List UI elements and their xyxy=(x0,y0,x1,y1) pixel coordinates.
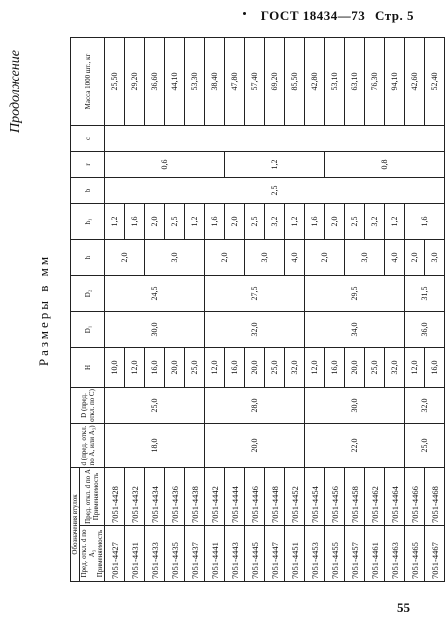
header-pred-otkl-a: Пред. откл. d по A Применяемость xyxy=(80,467,105,525)
code-a-cell: 7051-4432 xyxy=(125,467,145,525)
H-cell: 12,0 xyxy=(405,347,425,387)
header-d: d (пред. откл. по A, или A₃) xyxy=(71,423,105,467)
H-cell: 20,0 xyxy=(165,347,185,387)
code-a3-cell: 7051-4461 xyxy=(365,526,385,582)
h-cell: 3,0 xyxy=(345,239,385,275)
table-row xyxy=(105,37,125,581)
h-cell: 2,0 xyxy=(105,239,145,275)
mass-cell: 85,50 xyxy=(285,37,305,125)
mass-cell: 42,60 xyxy=(405,37,425,125)
header-h: h xyxy=(71,239,105,275)
mass-cell: 29,20 xyxy=(125,37,145,125)
D2-cell: 24,5 xyxy=(105,275,205,311)
h-cell: 2,0 xyxy=(205,239,245,275)
code-a3-cell: 7051-4465 xyxy=(405,526,425,582)
H-cell: 16,0 xyxy=(325,347,345,387)
c-cell xyxy=(105,125,445,151)
h-cell: 4,0 xyxy=(385,239,405,275)
h1-cell: 1,6 xyxy=(125,203,145,239)
H-cell: 20,0 xyxy=(245,347,265,387)
h1-cell: 2,5 xyxy=(245,203,265,239)
mass-cell: 76,30 xyxy=(365,37,385,125)
code-a3-cell: 7051-4437 xyxy=(185,526,205,582)
mass-cell: 57,40 xyxy=(245,37,265,125)
code-a-cell: 7051-4444 xyxy=(225,467,245,525)
D2-cell: 27,5 xyxy=(205,275,305,311)
code-a3-cell: 7051-4453 xyxy=(305,526,325,582)
code-a3-cell: 7051-4447 xyxy=(265,526,285,582)
mass-cell: 94,10 xyxy=(385,37,405,125)
h1-cell: 3,2 xyxy=(365,203,385,239)
h1-cell: 1,2 xyxy=(105,203,125,239)
h1-cell: 1,2 xyxy=(285,203,305,239)
mass-cell: 53,30 xyxy=(185,37,205,125)
code-a-cell: 7051-4458 xyxy=(345,467,365,525)
header-b: b xyxy=(71,177,105,203)
H-cell: 32,0 xyxy=(285,347,305,387)
H-cell: 12,0 xyxy=(125,347,145,387)
D-cell: 25,0 xyxy=(105,387,205,423)
D2-cell: 29,5 xyxy=(305,275,405,311)
code-a-cell: 7051-4462 xyxy=(365,467,385,525)
mass-cell: 44,10 xyxy=(165,37,185,125)
H-cell: 12,0 xyxy=(305,347,325,387)
table-row xyxy=(405,37,425,581)
code-a3-cell: 7051-4467 xyxy=(425,526,445,582)
code-a-cell: 7051-4442 xyxy=(205,467,225,525)
h1-cell: 1,2 xyxy=(385,203,405,239)
header-D2: D₂ xyxy=(71,275,105,311)
table-body xyxy=(105,37,445,581)
d-cell: 20,0 xyxy=(205,423,305,467)
header-h1: h₁ xyxy=(71,203,105,239)
code-a3-cell: 7051-4451 xyxy=(285,526,305,582)
h1-cell: 1,6 xyxy=(405,203,445,239)
h1-cell: 1,2 xyxy=(185,203,205,239)
code-a-cell: 7051-4436 xyxy=(165,467,185,525)
section-title: Размеры в мм xyxy=(36,253,51,367)
dot-mark xyxy=(243,12,246,15)
table-row xyxy=(305,37,325,581)
header-mass: Масса 1000 шт., кг xyxy=(71,37,105,125)
code-a-cell: 7051-4456 xyxy=(325,467,345,525)
doc-title: ГОСТ 18434—73 xyxy=(260,8,366,23)
d-cell: 18,0 xyxy=(105,423,205,467)
header-pred-otkl-a3: Пред. откл. d по A₃ Применяемость xyxy=(80,526,105,582)
page-header xyxy=(261,8,414,24)
code-a3-cell: 7051-4445 xyxy=(245,526,265,582)
mass-cell: 47,80 xyxy=(225,37,245,125)
mass-cell: 63,10 xyxy=(345,37,365,125)
header-r: r xyxy=(71,151,105,177)
page-label: Стр. 5 xyxy=(375,8,414,23)
h-cell: 2,0 xyxy=(405,239,425,275)
header-c: c xyxy=(71,125,105,151)
D1-cell: 34,0 xyxy=(305,311,405,347)
code-a-cell: 7051-4448 xyxy=(265,467,285,525)
h-cell: 3,0 xyxy=(425,239,445,275)
h1-cell: 2,0 xyxy=(145,203,165,239)
mass-cell: 38,40 xyxy=(205,37,225,125)
code-a3-cell: 7051-4443 xyxy=(225,526,245,582)
h1-cell: 3,2 xyxy=(265,203,285,239)
r-cell: 0,6 xyxy=(105,151,225,177)
code-a-cell: 7051-4428 xyxy=(105,467,125,525)
D-cell: 28,0 xyxy=(205,387,305,423)
H-cell: 25,0 xyxy=(365,347,385,387)
code-a-cell: 7051-4438 xyxy=(185,467,205,525)
h-cell: 2,0 xyxy=(305,239,345,275)
D1-cell: 32,0 xyxy=(205,311,305,347)
header-D1: D₁ xyxy=(71,311,105,347)
mass-cell: 36,60 xyxy=(145,37,165,125)
mass-cell: 42,80 xyxy=(305,37,325,125)
code-a3-cell: 7051-4433 xyxy=(145,526,165,582)
D1-cell: 36,0 xyxy=(405,311,445,347)
H-cell: 25,0 xyxy=(265,347,285,387)
mass-cell: 53,10 xyxy=(325,37,345,125)
h1-cell: 1,6 xyxy=(205,203,225,239)
code-a3-cell: 7051-4427 xyxy=(105,526,125,582)
code-a3-cell: 7051-4457 xyxy=(345,526,365,582)
h1-cell: 1,6 xyxy=(305,203,325,239)
h1-cell: 2,5 xyxy=(345,203,365,239)
table-row xyxy=(205,37,225,581)
r-cell: 0,8 xyxy=(325,151,445,177)
mass-cell: 25,50 xyxy=(105,37,125,125)
header-H: H xyxy=(71,347,105,387)
r-cell: 1,2 xyxy=(225,151,325,177)
h-cell: 3,0 xyxy=(145,239,205,275)
header-D: D (пред. откл. по C) xyxy=(71,387,105,423)
code-a3-cell: 7051-4463 xyxy=(385,526,405,582)
rotated-page-content xyxy=(0,30,440,590)
h1-cell: 2,0 xyxy=(225,203,245,239)
D-cell: 32,0 xyxy=(405,387,445,423)
group-header: Обозначения втулок xyxy=(71,467,80,581)
code-a-cell: 7051-4434 xyxy=(145,467,165,525)
dimensions-table xyxy=(70,37,445,582)
D-cell: 30,0 xyxy=(305,387,405,423)
code-a3-cell: 7051-4455 xyxy=(325,526,345,582)
d-cell: 25,0 xyxy=(405,423,445,467)
code-a-cell: 7051-4464 xyxy=(385,467,405,525)
code-a-cell: 7051-4468 xyxy=(425,467,445,525)
h-cell: 3,0 xyxy=(245,239,285,275)
H-cell: 16,0 xyxy=(225,347,245,387)
b-cell: 2,5 xyxy=(105,177,445,203)
H-cell: 12,0 xyxy=(205,347,225,387)
code-a-cell: 7051-4454 xyxy=(305,467,325,525)
H-cell: 16,0 xyxy=(425,347,445,387)
code-a-cell: 7051-4452 xyxy=(285,467,305,525)
H-cell: 25,0 xyxy=(185,347,205,387)
continuation-caption: Продолжение xyxy=(8,50,23,133)
h1-cell: 2,0 xyxy=(325,203,345,239)
code-a-cell: 7051-4466 xyxy=(405,467,425,525)
h1-cell: 2,5 xyxy=(165,203,185,239)
mass-cell: 52,40 xyxy=(425,37,445,125)
H-cell: 10,0 xyxy=(105,347,125,387)
code-a3-cell: 7051-4435 xyxy=(165,526,185,582)
code-a3-cell: 7051-4441 xyxy=(205,526,225,582)
code-a-cell: 7051-4446 xyxy=(245,467,265,525)
h-cell: 4,0 xyxy=(285,239,305,275)
page-number: 55 xyxy=(397,600,410,615)
H-cell: 32,0 xyxy=(385,347,405,387)
D1-cell: 30,0 xyxy=(105,311,205,347)
H-cell: 16,0 xyxy=(145,347,165,387)
mass-cell: 69,20 xyxy=(265,37,285,125)
code-a3-cell: 7051-4431 xyxy=(125,526,145,582)
D2-cell: 31,5 xyxy=(405,275,445,311)
d-cell: 22,0 xyxy=(305,423,405,467)
H-cell: 20,0 xyxy=(345,347,365,387)
